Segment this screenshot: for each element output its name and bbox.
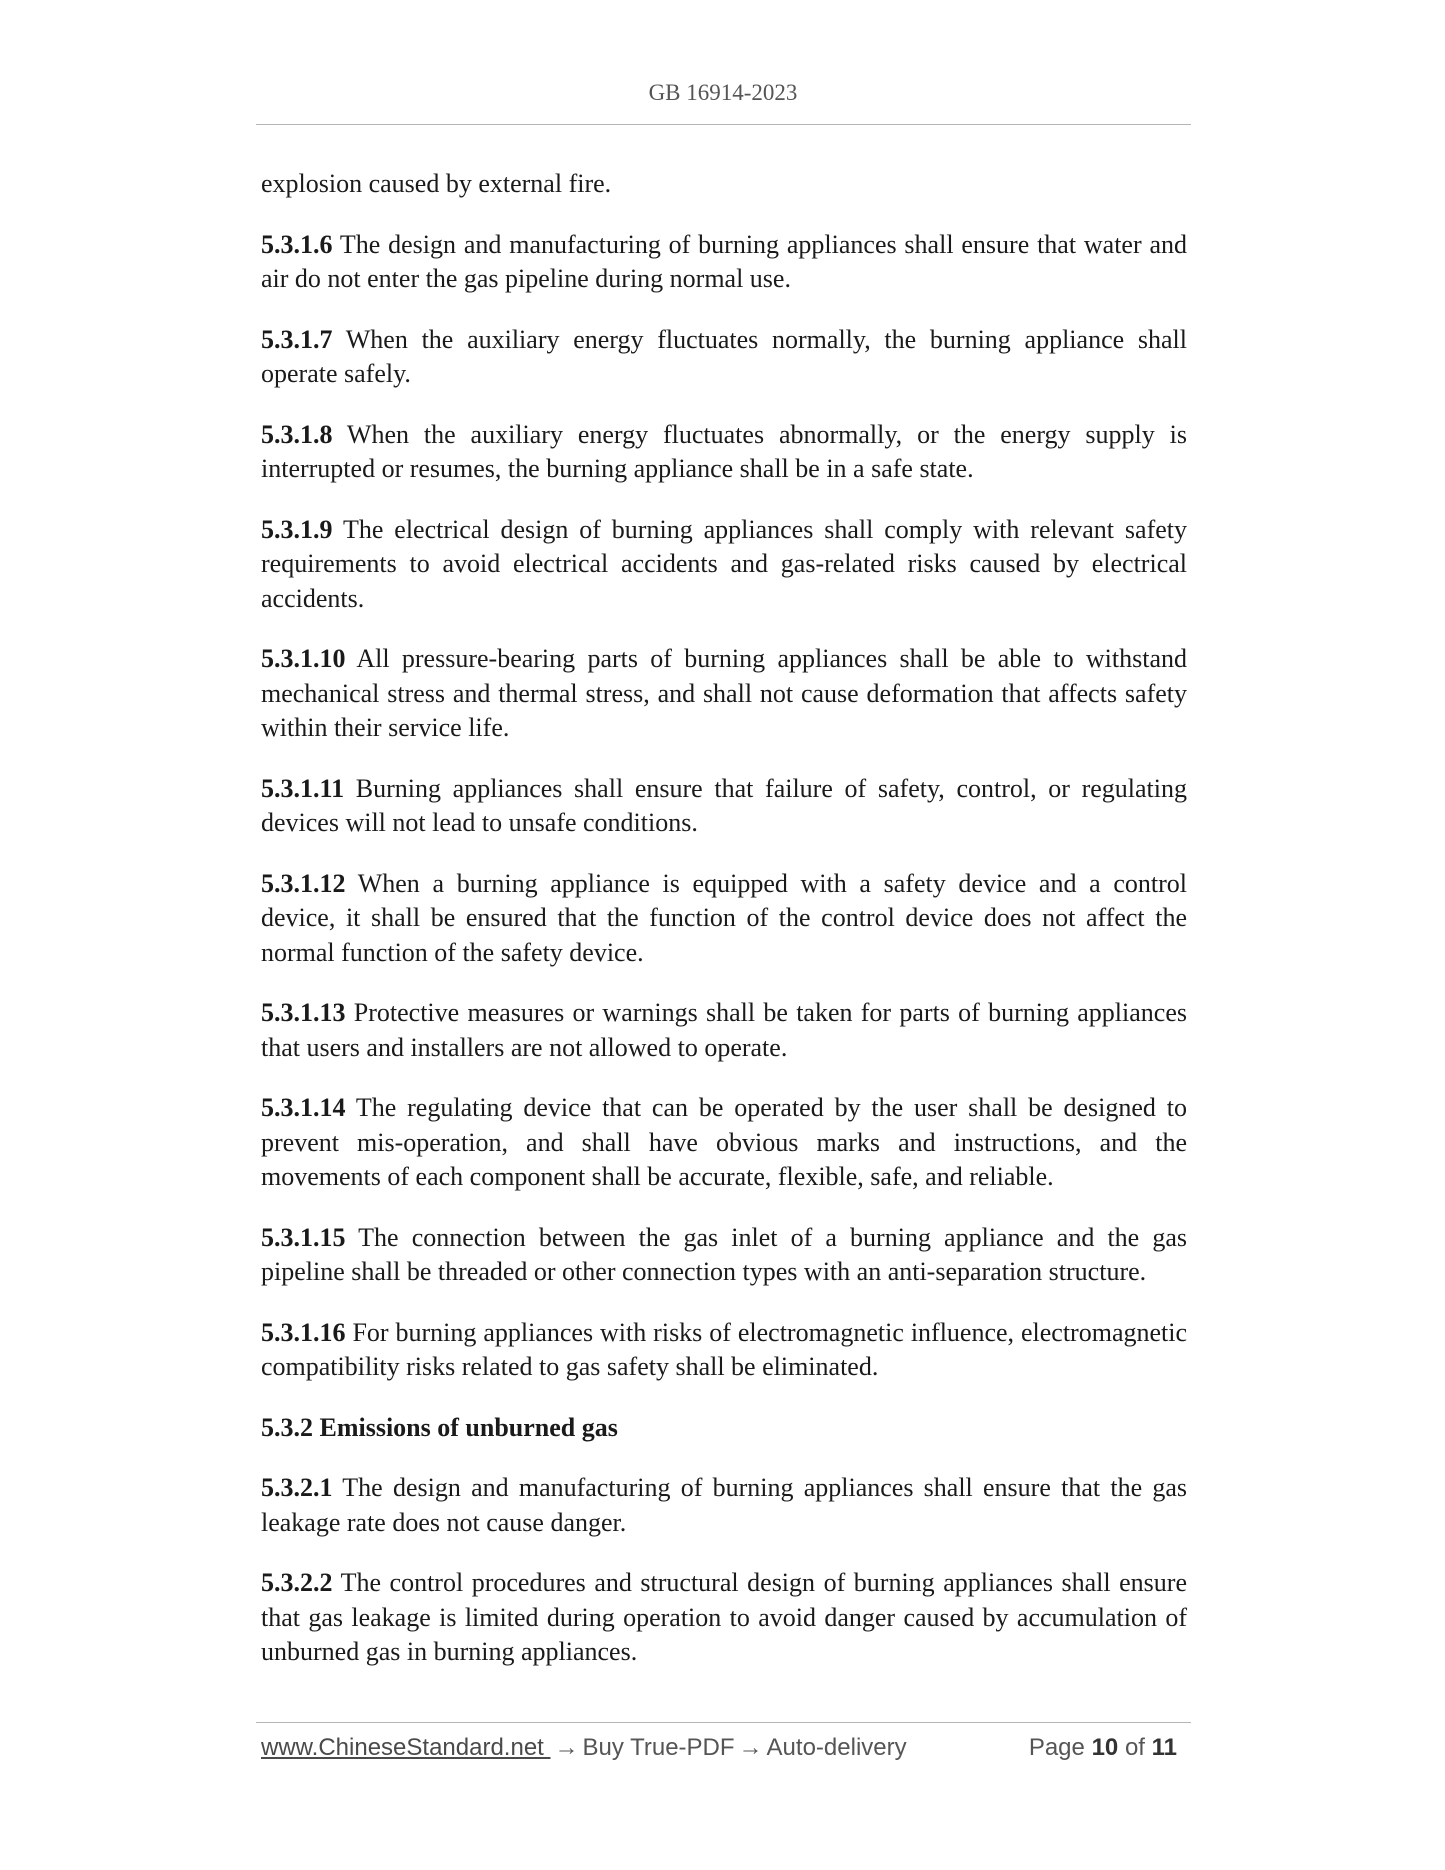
page-label: Page — [1028, 1734, 1085, 1761]
clause-5-3-1-11 — [261, 772, 1187, 841]
page-total: 11 — [1151, 1734, 1177, 1761]
buy-true-pdf-text: Buy True-PDF — [582, 1734, 735, 1761]
clause-5-3-2-2 — [261, 1566, 1187, 1670]
clause-5-3-1-15 — [261, 1221, 1187, 1290]
clause-5-3-1-12 — [261, 867, 1187, 971]
clause-number: 5.3.2.2 — [261, 1568, 333, 1597]
clause-5-3-1-6 — [261, 228, 1187, 297]
clause-text: The control procedures and structural design of burning appliances shall ensure that gas leakage is limited during operation to avoid danger caused by accumulation of unburned gas in burning appliances. — [261, 1568, 1187, 1666]
clause-number: 5.3.1.11 — [261, 773, 345, 803]
clause-5-3-1-13 — [261, 996, 1187, 1065]
clause-number: 5.3.2.1 — [261, 1473, 333, 1502]
footer-links — [261, 1731, 907, 1765]
clause-number: 5.3.1.16 — [261, 1317, 346, 1347]
clause-text: The connection between the gas inlet of a burning appliance and the gas pipeline shall be threaded or other connection types with an anti-separation structure. — [261, 1222, 1187, 1286]
clause-text: The design and manufacturing of burning appliances shall ensure that the gas leakage rate does not cause danger. — [261, 1473, 1188, 1537]
website-link[interactable]: www.ChineseStandard.net — [261, 1734, 551, 1761]
clause-number: 5.3.1.8 — [261, 419, 333, 449]
section-heading: 5.3.2 Emissions of unburned gas — [261, 1412, 618, 1442]
clause-5-3-2-1 — [261, 1471, 1187, 1540]
clause-number: 5.3.1.7 — [261, 324, 333, 354]
clause-number: 5.3.1.14 — [261, 1093, 346, 1122]
clause-5-3-1-14 — [261, 1091, 1187, 1195]
clause-number: 5.3.1.10 — [261, 644, 346, 673]
clause-text: The electrical design of burning appliances shall comply with relevant safety requirements to avoid electrical accidents and gas-related risks caused by electrical accidents. — [261, 514, 1188, 613]
clause-5-3-1-7 — [261, 323, 1187, 392]
auto-delivery-text: Auto-delivery — [766, 1734, 907, 1761]
clause-number: 5.3.1.13 — [261, 998, 346, 1027]
page-header — [258, 80, 1188, 106]
clause-number: 5.3.1.6 — [261, 229, 333, 259]
intro-paragraph: explosion caused by external fire. — [261, 169, 612, 198]
header-divider — [256, 124, 1191, 125]
document-body — [261, 167, 1187, 1696]
clause-number: 5.3.1.15 — [261, 1222, 346, 1252]
clause-text: Burning appliances shall ensure that failure of safety, control, or regulating devices will not lead to unsafe conditions. — [261, 773, 1188, 837]
clause-number: 5.3.1.9 — [261, 514, 333, 544]
page-indicator — [1029, 1731, 1177, 1765]
clause-5-3-1-9 — [261, 513, 1187, 617]
clause-text: All pressure-bearing parts of burning appliances shall be able to withstand mechanical stress and thermal stress, and shall not cause deformation that affects safety within their service life. — [261, 644, 1187, 742]
clause-text: Protective measures or warnings shall be taken for parts of burning appliances that users and installers are not allowed to operate. — [261, 998, 1187, 1062]
document-code: GB 16914-2023 — [648, 80, 798, 105]
clause-5-3-1-8 — [261, 418, 1187, 487]
clause-5-3-1-16 — [261, 1316, 1187, 1385]
clause-text: For burning appliances with risks of electromagnetic influence, electromagnetic compatibility risks related to gas safety shall be eliminated. — [261, 1317, 1188, 1381]
clause-5-3-1-10 — [261, 642, 1187, 746]
arrow-right-icon: → — [554, 1734, 579, 1761]
clause-text: When the auxiliary energy fluctuates abnormally, or the energy supply is interrupted or resumes, the burning appliance shall be in a safe state. — [261, 419, 1187, 483]
clause-text: The regulating device that can be operated by the user shall be designed to prevent mis-operation, and shall have obvious marks and instructions, and the movements of each component shall be accurate, flexible, safe, and reliable. — [261, 1093, 1187, 1191]
clause-text: The design and manufacturing of burning appliances shall ensure that water and air do not enter the gas pipeline during normal use. — [261, 229, 1188, 293]
arrow-right-icon: → — [738, 1734, 763, 1761]
footer-divider — [256, 1722, 1191, 1723]
clause-number: 5.3.1.12 — [261, 868, 346, 898]
clause-text: When a burning appliance is equipped with a safety device and a control device, it shall be ensured that the function of the control device does not affect the normal function of the safety device. — [261, 868, 1188, 967]
of-label: of — [1124, 1734, 1145, 1761]
page-current: 10 — [1091, 1734, 1119, 1761]
clause-text: When the auxiliary energy fluctuates normally, the burning appliance shall operate safely. — [261, 324, 1187, 388]
